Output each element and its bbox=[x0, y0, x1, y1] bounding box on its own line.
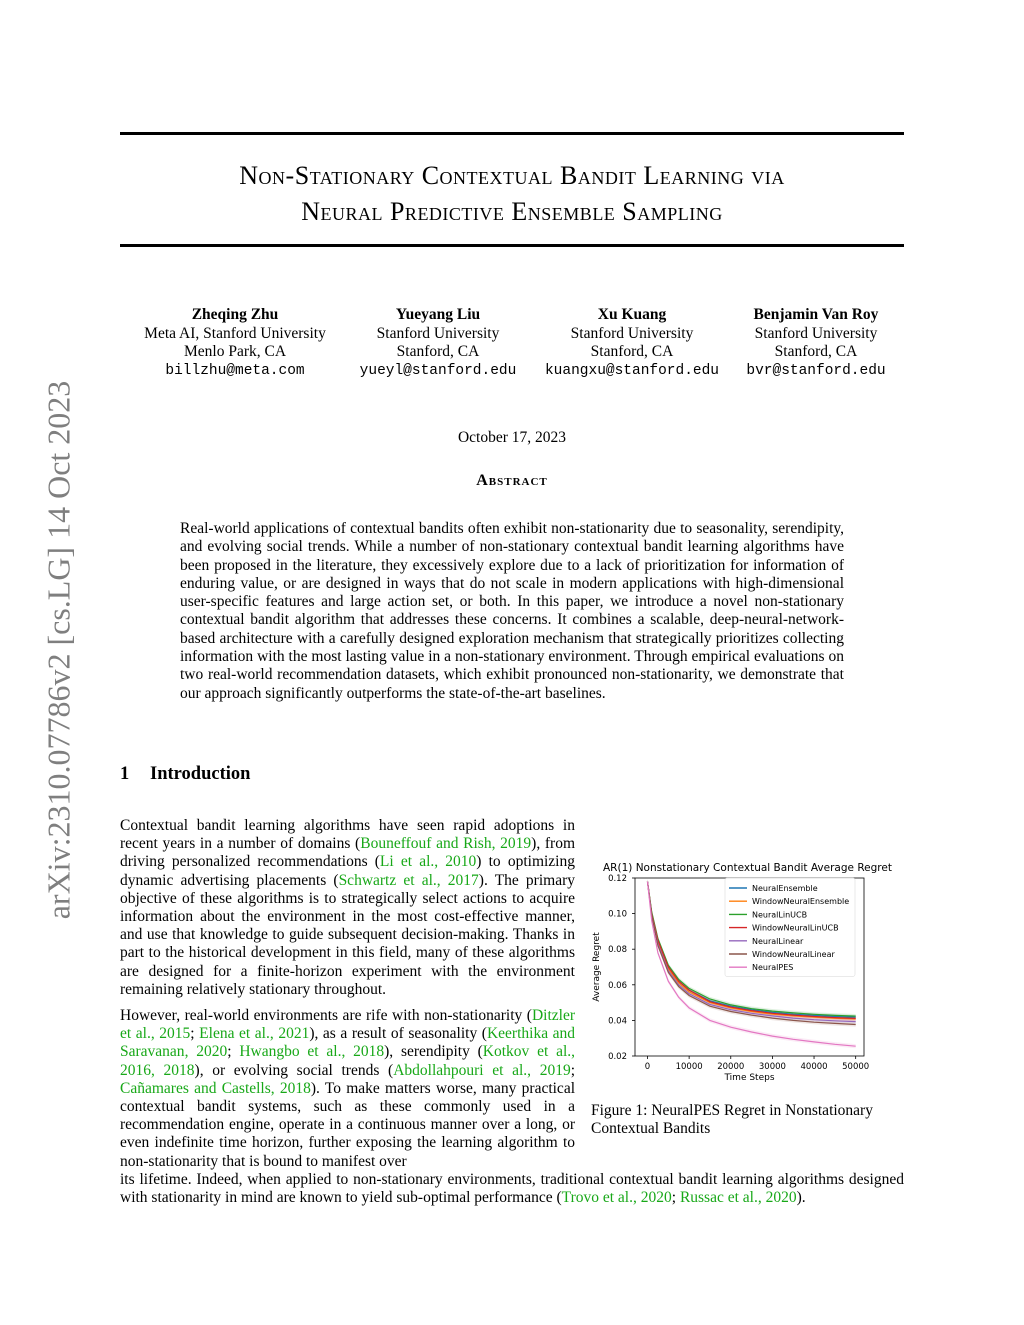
y-tick-label: 0.06 bbox=[608, 980, 627, 991]
citation-link[interactable]: Abdollahpouri et al., 2019 bbox=[393, 1061, 571, 1079]
citation-link[interactable]: Cañamares and Castells, 2018 bbox=[120, 1079, 311, 1097]
y-tick-label: 0.08 bbox=[608, 945, 627, 956]
citation-link[interactable]: Hwangbo et al., 2018 bbox=[239, 1043, 385, 1061]
author-email[interactable]: billzhu@meta.com bbox=[165, 362, 305, 379]
section-number: 1 bbox=[120, 764, 130, 784]
legend-label: WindowNeuralEnsemble bbox=[752, 897, 850, 907]
bottom-rule bbox=[120, 244, 904, 247]
author-name: Yueyang Liu bbox=[395, 306, 481, 323]
author-3 bbox=[545, 306, 719, 380]
x-tick-label: 30000 bbox=[758, 1062, 786, 1072]
arxiv-watermark: arXiv:2310.07786v2 [cs.LG] 14 Oct 2023 bbox=[40, 380, 77, 920]
y-tick-label: 0.04 bbox=[608, 1016, 627, 1027]
author-4 bbox=[746, 306, 885, 380]
author-affiliation: Meta AI, Stanford University bbox=[144, 324, 326, 342]
author-affiliation: Stanford University bbox=[570, 324, 694, 342]
author-affiliation: Stanford University bbox=[376, 324, 500, 342]
author-name: Zheqing Zhu bbox=[191, 306, 279, 323]
y-tick-label: 0.02 bbox=[608, 1052, 627, 1062]
author-location: Stanford, CA bbox=[396, 343, 480, 360]
legend-label: WindowNeuralLinear bbox=[752, 950, 835, 959]
citation-link[interactable]: Schwartz et al., 2017 bbox=[338, 871, 479, 889]
citation-link[interactable]: Elena et al., 2021 bbox=[199, 1025, 310, 1043]
legend-label: NeuralEnsemble bbox=[752, 884, 818, 893]
legend-label: WindowNeuralLinUCB bbox=[752, 923, 839, 933]
intro-paragraph-2-continued: its lifetime. Indeed, when applied to non-stationary environments, traditional contextual bandit learning algorithms designed with stationarity in mind are known to yield sub-optimal performance (Trovo et al., 2020; Russac et al., 2020). bbox=[120, 1171, 904, 1207]
x-tick-label: 0 bbox=[644, 1062, 651, 1072]
citation-link[interactable]: Keerthika and Saravanan, 2020 bbox=[120, 1025, 576, 1061]
x-tick-label: 40000 bbox=[800, 1062, 828, 1072]
y-axis-label: Average Regret bbox=[592, 932, 602, 1002]
citation-link[interactable]: Kotkov et al., 2016, 2018 bbox=[120, 1043, 576, 1079]
abstract-heading: Abstract bbox=[476, 472, 548, 489]
title-line-2: Neural Predictive Ensemble Sampling bbox=[301, 197, 723, 226]
citation-link[interactable]: Ditzler et al., 2015 bbox=[120, 1007, 575, 1043]
citation-link[interactable]: Russac et al., 2020 bbox=[679, 1189, 797, 1207]
paper-title bbox=[120, 158, 904, 230]
paper-date: October 17, 2023 bbox=[457, 429, 567, 446]
author-email[interactable]: kuangxu@stanford.edu bbox=[544, 362, 720, 379]
regret-chart-svg bbox=[589, 858, 909, 1088]
author-email[interactable]: yueyl@stanford.edu bbox=[359, 362, 517, 379]
author-email[interactable]: bvr@stanford.edu bbox=[746, 362, 886, 379]
y-tick-label: 0.12 bbox=[608, 874, 627, 884]
legend-label: NeuralPES bbox=[752, 963, 794, 973]
section-title: Introduction bbox=[150, 764, 251, 784]
author-block bbox=[120, 306, 904, 386]
x-tick-label: 20000 bbox=[717, 1062, 745, 1072]
section-heading bbox=[120, 764, 250, 785]
author-name: Xu Kuang bbox=[597, 306, 667, 323]
top-rule bbox=[120, 132, 904, 135]
author-2 bbox=[360, 306, 517, 380]
author-name: Benjamin Van Roy bbox=[753, 306, 879, 323]
x-tick-label: 50000 bbox=[842, 1062, 870, 1072]
author-location: Stanford, CA bbox=[774, 343, 858, 360]
citation-link[interactable]: Bouneffouf and Rish, 2019 bbox=[360, 835, 532, 853]
intro-paragraph-2: However, real-world environments are rife with non-stationarity (Ditzler et al., 2015; Elena et al., 2021), as a result of seasonality (Keerthika and Saravanan, 2020; Hwangbo et al., 2018), serendipity (Kotkov et al., 2016, 2018), or evolving social trends (Abdollahpouri et al., 2019; Cañamares and Castells, 2018). To make matters worse, many practical contextual bandit systems, such as these commonly used in a recommendation engine, operate in a continuous manner over a long, or even indefinite time horizon, further exposing the learning algorithm to non-stationarity that is bound to manifest over bbox=[120, 1007, 576, 1170]
author-1 bbox=[144, 306, 326, 380]
author-location: Stanford, CA bbox=[590, 343, 674, 360]
citation-link[interactable]: Trovo et al., 2020 bbox=[561, 1189, 672, 1207]
title-line-1: Non-Stationary Contextual Bandit Learning via bbox=[239, 161, 785, 190]
x-tick-label: 10000 bbox=[675, 1062, 703, 1072]
author-location: Menlo Park, CA bbox=[183, 343, 287, 360]
abstract-text: Real-world applications of contextual bandits often exhibit non-stationarity due to seasonality, serendipity, and evolving social trends. While a number of non-stationary contextual bandit learning algorithms have been proposed in the literature, they excessively explore due to a lack of prioritization for information of enduring value, or are designed in ways that do not scale in modern applications with high-dimensional user-specific features and large action set, or both. In this paper, we introduce a novel non-stationary contextual bandit algorithm that addresses these concerns. It combines a scalable, deep-neural-network-based architecture with a carefully designed exploration mechanism that strategically prioritizes collecting information with the most lasting value in a non-stationary environment. Through empirical evaluations on two real-world recommendation datasets, which exhibit pronounced non-stationarity, we demonstrate that our approach significantly outperforms the state-of-the-art baselines. bbox=[180, 520, 844, 702]
citation-link[interactable]: Li et al., 2010 bbox=[379, 853, 477, 871]
author-affiliation: Stanford University bbox=[754, 324, 878, 342]
figure-caption: Figure 1: NeuralPES Regret in Nonstationary Contextual Bandits bbox=[591, 1102, 873, 1138]
figure-1-chart bbox=[589, 858, 909, 1088]
chart-title: AR(1) Nonstationary Contextual Bandit Average Regret bbox=[603, 862, 892, 874]
y-tick-label: 0.10 bbox=[608, 909, 627, 920]
legend-label: NeuralLinear bbox=[752, 936, 804, 946]
intro-paragraph-1: Contextual bandit learning algorithms have seen rapid adoptions in recent years in a number of domains (Bouneffouf and Rish, 2019), from driving personalized recommendations (Li et al., 2010) to optimizing dynamic advertising placements (Schwartz et al., 2017). The primary objective of these algorithms is to strategically select actions to acquire information about the environment in the most cost-effective manner, and use that knowledge to guide subsequent decision-making. Thanks in part to the historical development in this field, many of these algorithms are designed for a finite-horizon experiment with the environment remaining relatively stationary throughout. bbox=[120, 817, 576, 998]
legend-label: NeuralLinUCB bbox=[752, 910, 808, 920]
x-axis-label: Time Steps bbox=[724, 1073, 775, 1083]
